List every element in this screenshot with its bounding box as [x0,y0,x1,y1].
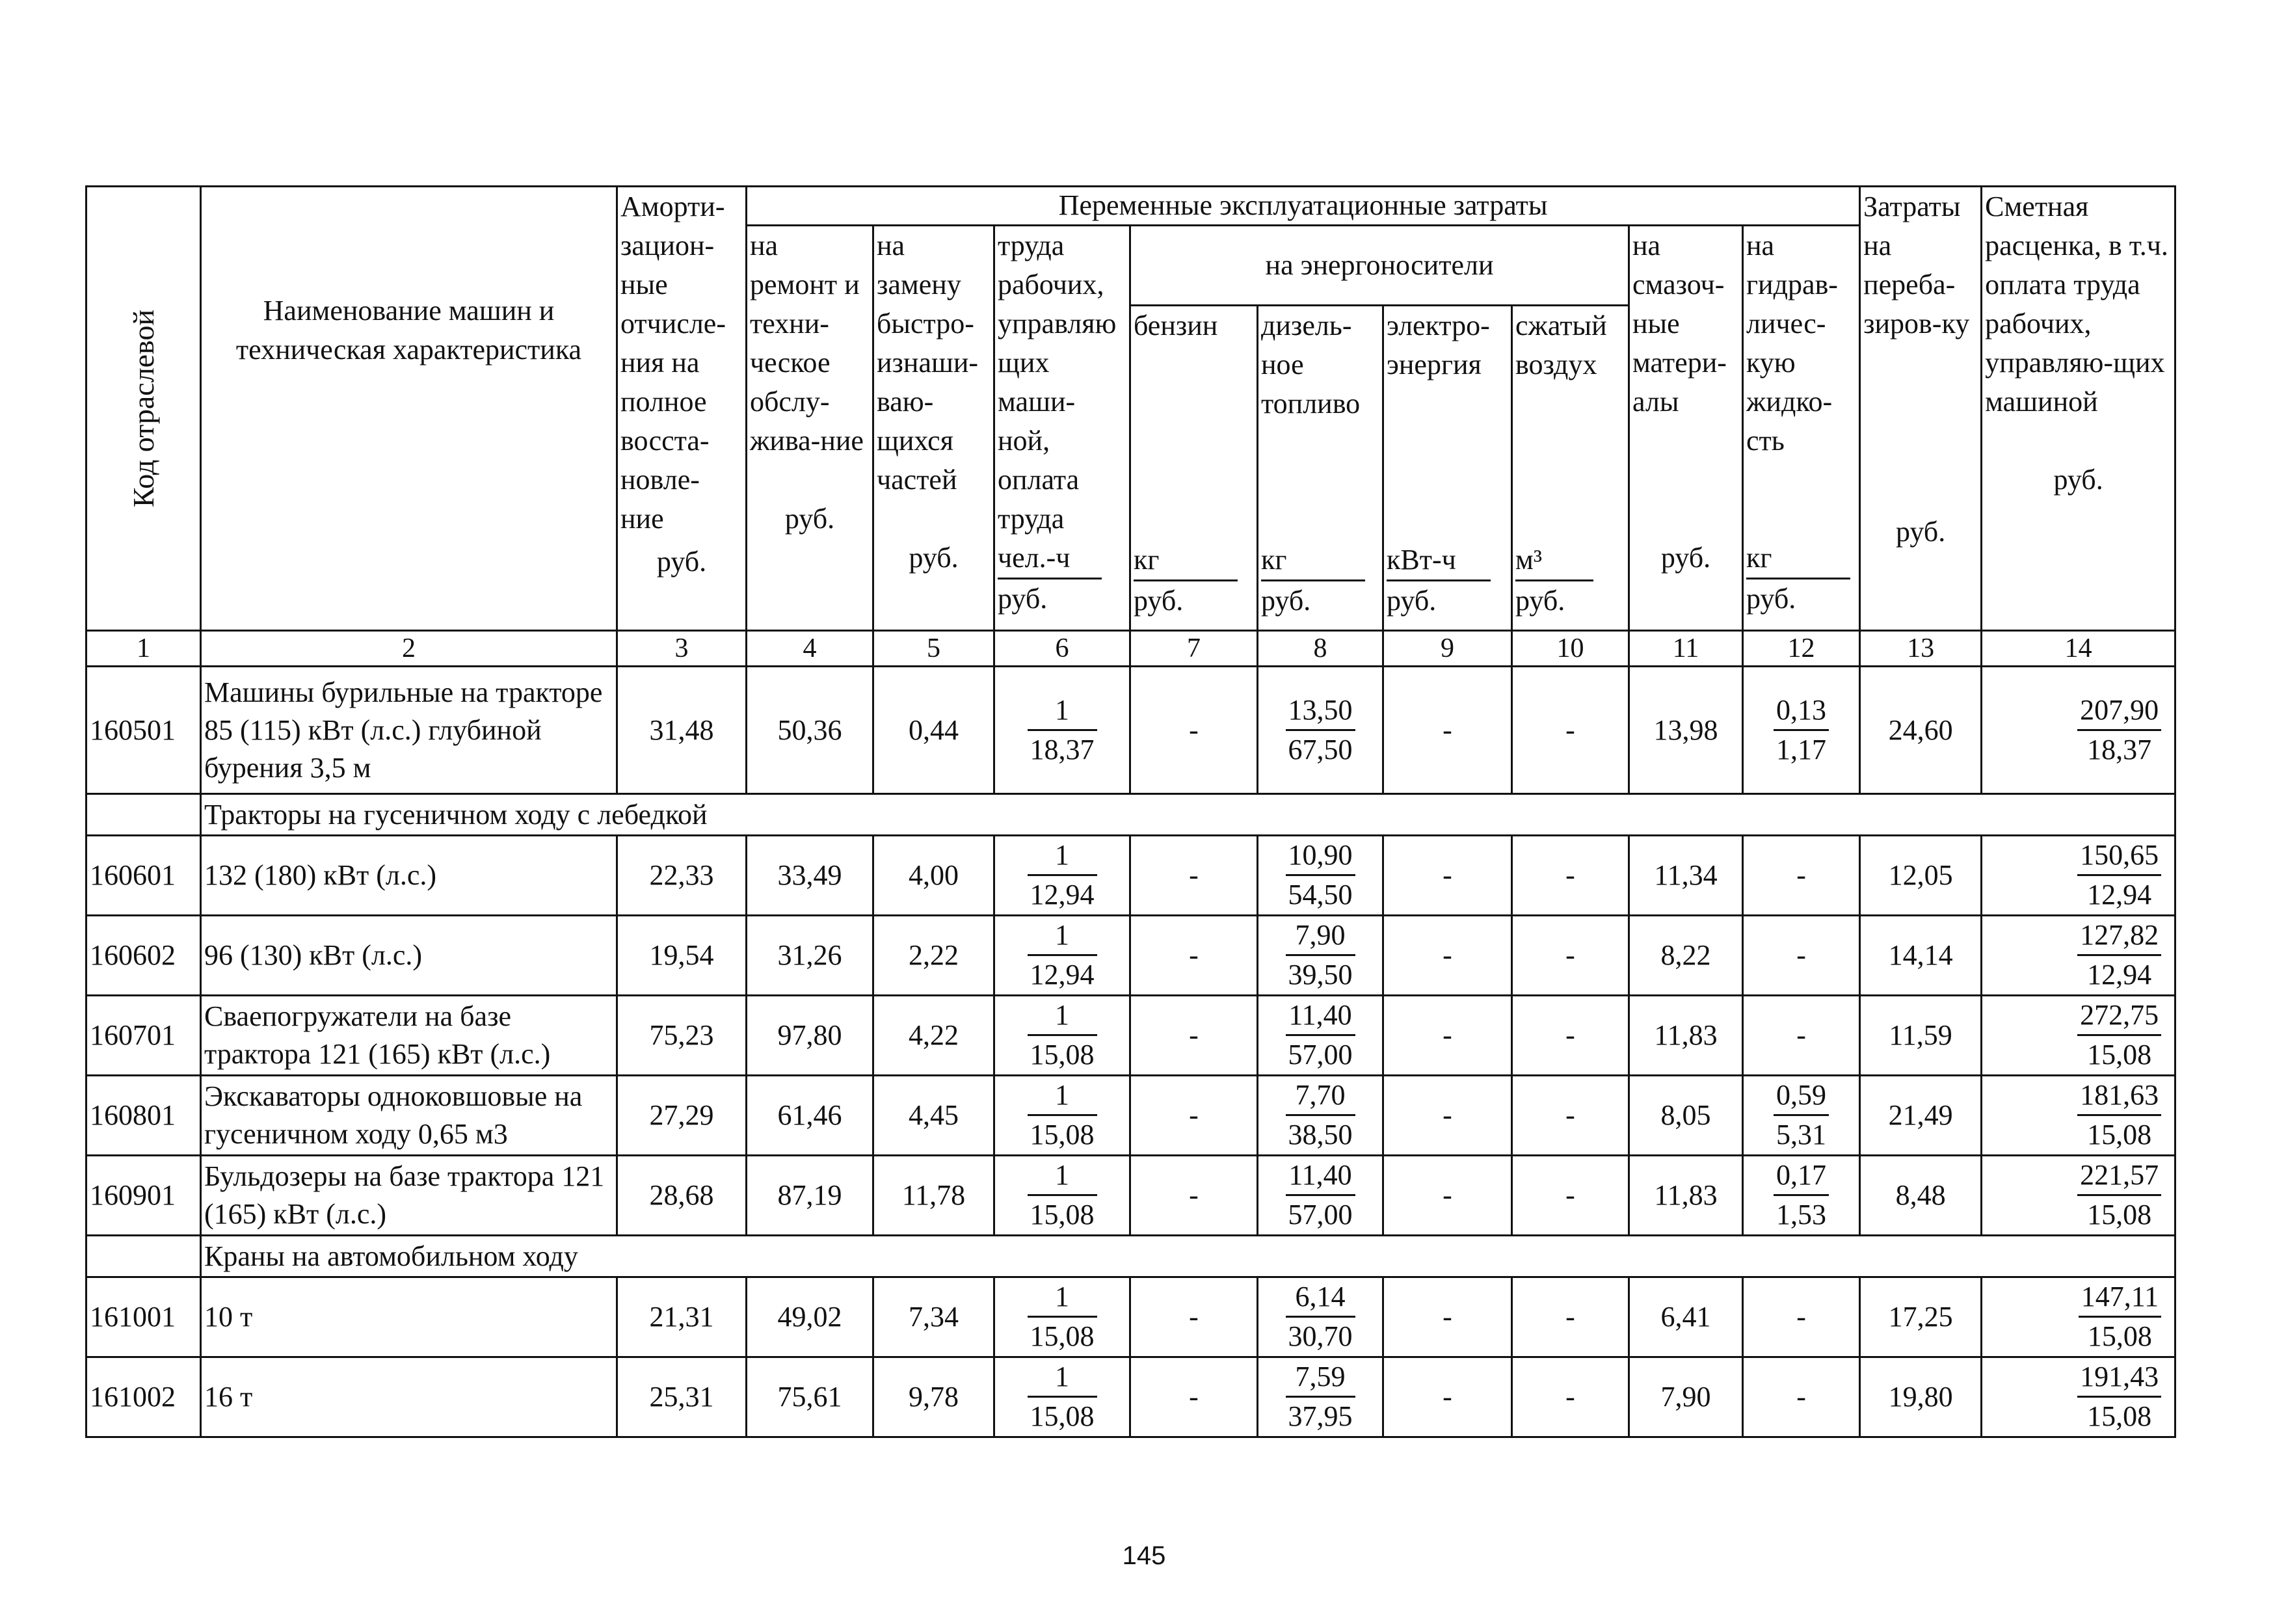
unit-bottom: руб. [1746,583,1796,615]
parts-value: 4,00 [873,836,994,916]
unit-top: м³ [1515,540,1593,581]
header-relocation [1860,187,1982,631]
lubricants-value: 8,05 [1629,1076,1743,1156]
fraction-numerator: 1 [1028,1358,1097,1398]
estimate-value [1982,1156,2175,1236]
amortization-value: 21,31 [617,1277,747,1357]
group-row [86,1236,2175,1277]
electricity-value: - [1383,916,1512,996]
fraction-denominator: 39,50 [1288,959,1353,991]
fraction-numerator: 10,90 [1286,836,1355,876]
petrol-value: - [1130,996,1258,1076]
fraction-denominator: 38,50 [1288,1119,1353,1151]
table-row [86,996,2175,1076]
fraction-denominator: 15,08 [2087,1320,2152,1352]
fraction-numerator: 1 [1028,1076,1097,1116]
petrol-value: - [1130,1156,1258,1236]
estimate-value [1982,996,2175,1076]
fraction-denominator: 1,17 [1776,733,1827,765]
fraction [2077,1156,2161,1234]
fraction-denominator: 18,37 [1030,733,1095,765]
header-air [1512,306,1629,631]
fraction [1286,916,1355,994]
diesel-value [1258,1357,1383,1437]
lubricants-value: 8,22 [1629,916,1743,996]
header-parts-text: на замену быстро-изнаши-ваю-щихся частей [877,230,979,496]
fraction [1286,1076,1355,1154]
electricity-value: - [1383,996,1512,1076]
fraction-denominator: 18,37 [2087,733,2152,765]
row-name: 132 (180) кВт (л.с.) [201,836,617,916]
lubricants-value: 11,34 [1629,836,1743,916]
fraction-numerator: 1 [1028,836,1097,876]
fraction-denominator: 15,08 [1030,1039,1095,1071]
diesel-value [1258,667,1383,794]
hydraulic-value [1743,667,1860,794]
amortization-value: 31,48 [617,667,747,794]
fraction-denominator: 67,50 [1288,733,1353,765]
estimate-value [1982,916,2175,996]
fraction-numerator: 150,65 [2077,836,2161,876]
diesel-value [1258,1076,1383,1156]
header-parts-unit: руб. [909,542,959,574]
fraction-numerator: 221,57 [2077,1156,2161,1196]
fraction [1028,691,1097,769]
fraction [1028,1358,1097,1435]
header-estimate-unit: руб. [2053,464,2103,496]
header-electricity-units [1387,540,1508,620]
row-code: 160501 [86,667,201,794]
fraction [2077,996,2161,1074]
fraction-denominator: 15,08 [2087,1119,2152,1151]
fraction-denominator: 15,08 [1030,1119,1095,1151]
fraction-numerator: 181,63 [2077,1076,2161,1116]
relocation-value: 17,25 [1860,1277,1982,1357]
lubricants-value: 11,83 [1629,996,1743,1076]
column-number: 8 [1258,631,1383,667]
petrol-value: - [1130,1277,1258,1357]
fraction-numerator: 1 [1028,996,1097,1036]
hydraulic-value [1743,1076,1860,1156]
air-value: - [1512,836,1629,916]
fraction [1286,691,1355,769]
fraction-numerator: 11,40 [1286,1156,1355,1196]
row-name: Бульдозеры на базе трактора 121 (165) кВт (л.с.) [201,1156,617,1236]
header-repair [747,226,873,631]
petrol-value: - [1130,916,1258,996]
labor-value [994,996,1130,1076]
fraction-numerator: 7,70 [1286,1076,1355,1116]
parts-value: 7,34 [873,1277,994,1357]
fraction-numerator: 0,13 [1774,691,1829,731]
fraction [2077,691,2161,769]
unit-top: кВт-ч [1387,540,1491,581]
fraction-numerator: 127,82 [2077,916,2161,956]
header-variable-costs: Переменные эксплуатационные затраты [747,187,1860,226]
fraction-numerator: 147,11 [2079,1278,2161,1318]
column-number: 7 [1130,631,1258,667]
repair-value: 75,61 [747,1357,873,1437]
fraction-denominator: 30,70 [1288,1320,1353,1352]
header-petrol [1130,306,1258,631]
relocation-value: 14,14 [1860,916,1982,996]
repair-value: 49,02 [747,1277,873,1357]
column-number: 3 [617,631,747,667]
amortization-value: 22,33 [617,836,747,916]
header-estimate-text: Сметная расценка, в т.ч. оплата труда рабочих, управляю-щих машиной [1985,191,2168,418]
fraction [1286,1278,1355,1355]
header-electricity [1383,306,1512,631]
header-code: Код отраслевой [126,309,160,508]
parts-value: 2,22 [873,916,994,996]
fraction-denominator: 12,94 [1030,879,1095,911]
fraction-numerator: 1 [1028,1156,1097,1196]
fraction [1774,1156,1829,1234]
electricity-value: - [1383,667,1512,794]
fraction [2077,1358,2161,1435]
unit-bottom: руб. [1387,585,1437,617]
hydraulic-value: - [1743,996,1860,1076]
header-estimate [1982,187,2175,631]
table-row [86,667,2175,794]
row-code: 160701 [86,996,201,1076]
header-energy: на энергоносители [1130,226,1629,306]
unit-bottom: руб. [1134,585,1184,617]
fraction [2077,1076,2161,1154]
header-lubricants-unit: руб. [1660,542,1711,574]
row-code: 161001 [86,1277,201,1357]
fraction [1028,996,1097,1074]
column-number: 12 [1743,631,1860,667]
group-code-cell [86,794,201,836]
estimate-value [1982,1357,2175,1437]
fraction-numerator: 11,40 [1286,996,1355,1036]
repair-value: 50,36 [747,667,873,794]
petrol-value: - [1130,667,1258,794]
header-parts [873,226,994,631]
estimate-value [1982,1277,2175,1357]
relocation-value: 11,59 [1860,996,1982,1076]
header-relocation-unit: руб. [1895,516,1946,548]
header-name-text: Наименование машин и техническая характеристика [235,295,582,366]
row-name: 96 (130) кВт (л.с.) [201,916,617,996]
fraction-denominator: 12,94 [1030,959,1095,991]
labor-value [994,916,1130,996]
row-code: 160601 [86,836,201,916]
air-value: - [1512,1357,1629,1437]
table-row [86,1277,2175,1357]
group-title: Краны на автомобильном ходу [201,1236,2175,1277]
air-value: - [1512,1156,1629,1236]
fraction-numerator: 7,59 [1286,1358,1355,1398]
fraction-denominator: 15,08 [1030,1199,1095,1231]
estimate-value [1982,836,2175,916]
parts-value: 11,78 [873,1156,994,1236]
table-row [86,1076,2175,1156]
header-petrol-units [1134,540,1254,620]
header-hydraulic-text: на гидрав-личес-кую жидко-сть [1746,230,1838,457]
fraction-numerator: 0,59 [1774,1076,1829,1116]
header-amortization-unit: руб. [656,546,707,578]
fraction-denominator: 37,95 [1288,1400,1353,1432]
fraction-denominator: 5,31 [1776,1119,1827,1151]
header-relocation-text: Затраты на переба-зиров-ку [1863,191,1970,339]
amortization-value: 25,31 [617,1357,747,1437]
fraction-numerator: 191,43 [2077,1358,2161,1398]
estimate-value [1982,1076,2175,1156]
fraction [1028,836,1097,914]
table-row [86,1357,2175,1437]
fraction-denominator: 15,08 [2087,1039,2152,1071]
fraction-denominator: 15,08 [2087,1400,2152,1432]
fraction-denominator: 12,94 [2087,959,2152,991]
lubricants-value: 6,41 [1629,1277,1743,1357]
lubricants-value: 7,90 [1629,1357,1743,1437]
fraction [1028,1076,1097,1154]
repair-value: 33,49 [747,836,873,916]
labor-value [994,1156,1130,1236]
air-value: - [1512,1076,1629,1156]
header-petrol-text: бензин [1134,310,1218,341]
amortization-value: 27,29 [617,1076,747,1156]
air-value: - [1512,1277,1629,1357]
fraction [2077,916,2161,994]
fraction-numerator: 272,75 [2077,996,2161,1036]
labor-value [994,1357,1130,1437]
repair-value: 61,46 [747,1076,873,1156]
petrol-value: - [1130,1357,1258,1437]
diesel-value [1258,1277,1383,1357]
fraction-denominator: 54,50 [1288,879,1353,911]
header-repair-text: на ремонт и техни-ческое обслу-жива-ние [750,230,864,457]
repair-value: 97,80 [747,996,873,1076]
labor-value [994,836,1130,916]
electricity-value: - [1383,1156,1512,1236]
air-value: - [1512,916,1629,996]
hydraulic-value: - [1743,916,1860,996]
table-row [86,836,2175,916]
header-hydraulic [1743,226,1860,631]
header-air-units [1515,540,1625,620]
column-number: 14 [1982,631,2175,667]
column-number: 1 [86,631,201,667]
relocation-value: 21,49 [1860,1076,1982,1156]
fraction-numerator: 7,90 [1286,916,1355,956]
unit-top: чел.-ч [998,539,1102,579]
row-code: 160801 [86,1076,201,1156]
column-number: 4 [747,631,873,667]
repair-value: 87,19 [747,1156,873,1236]
parts-value: 4,45 [873,1076,994,1156]
header-labor [994,226,1130,631]
unit-bottom: руб. [998,583,1048,615]
electricity-value: - [1383,836,1512,916]
fraction [1774,1076,1829,1154]
parts-value: 4,22 [873,996,994,1076]
fraction [2079,1278,2161,1355]
row-code: 161002 [86,1357,201,1437]
air-value: - [1512,996,1629,1076]
fraction-denominator: 15,08 [1030,1320,1095,1352]
fraction [1774,691,1829,769]
hydraulic-value: - [1743,836,1860,916]
labor-value [994,1277,1130,1357]
lubricants-value: 13,98 [1629,667,1743,794]
table-body [86,667,2175,1437]
fraction [1286,1358,1355,1435]
fraction-denominator: 1,53 [1776,1199,1827,1231]
column-number: 6 [994,631,1130,667]
lubricants-value: 11,83 [1629,1156,1743,1236]
relocation-value: 12,05 [1860,836,1982,916]
row-code: 160901 [86,1156,201,1236]
hydraulic-value: - [1743,1277,1860,1357]
electricity-value: - [1383,1357,1512,1437]
header-hydraulic-units [1746,539,1856,619]
labor-value [994,667,1130,794]
header-lubricants [1629,226,1743,631]
header-repair-unit: руб. [784,503,835,535]
estimate-value [1982,667,2175,794]
electricity-value: - [1383,1076,1512,1156]
unit-top: кг [1134,540,1238,581]
fraction-denominator: 57,00 [1288,1199,1353,1231]
column-number: 10 [1512,631,1629,667]
fraction-numerator: 207,90 [2077,691,2161,731]
relocation-value: 24,60 [1860,667,1982,794]
petrol-value: - [1130,1076,1258,1156]
fraction-denominator: 12,94 [2087,879,2152,911]
diesel-value [1258,916,1383,996]
column-number: 9 [1383,631,1512,667]
header-amortization [617,187,747,631]
fraction [1028,1278,1097,1355]
header-diesel-text: дизель-ное топливо [1261,310,1361,419]
unit-bottom: руб. [1515,585,1565,617]
row-name: Сваепогружатели на базе трактора 121 (165) кВт (л.с.) [201,996,617,1076]
row-name: Экскаваторы одноковшовые на гусеничном ходу 0,65 м3 [201,1076,617,1156]
column-number: 11 [1629,631,1743,667]
fraction-denominator: 57,00 [1288,1039,1353,1071]
table-row [86,1156,2175,1236]
relocation-value: 19,80 [1860,1357,1982,1437]
header-code-cell [86,187,201,631]
group-code-cell [86,1236,201,1277]
group-title: Тракторы на гусеничном ходу с лебедкой [201,794,2175,836]
fraction [2077,836,2161,914]
fraction-numerator: 1 [1028,691,1097,731]
petrol-value: - [1130,836,1258,916]
header-lubricants-text: на смазоч-ные матери-алы [1632,230,1727,418]
hydraulic-value: - [1743,1357,1860,1437]
header-air-text: сжатый воздух [1515,310,1607,380]
column-number-row [86,631,2175,667]
fraction-denominator: 15,08 [2087,1199,2152,1231]
amortization-value: 75,23 [617,996,747,1076]
header-name [201,187,617,631]
fraction [1286,1156,1355,1234]
air-value: - [1512,667,1629,794]
header-diesel-units [1261,540,1379,620]
fraction-numerator: 0,17 [1774,1156,1829,1196]
fraction [1028,916,1097,994]
machine-cost-table [85,185,2176,1438]
unit-bottom: руб. [1261,585,1311,617]
diesel-value [1258,996,1383,1076]
header-labor-units [998,539,1126,619]
page-number: 145 [1122,1541,1166,1570]
header-labor-text: труда рабочих, управляю щих маши-ной, оплата труда [998,230,1117,535]
diesel-value [1258,836,1383,916]
fraction-numerator: 1 [1028,1278,1097,1318]
unit-top: кг [1261,540,1365,581]
header-amortization-text: Аморти-зацион-ные отчисле-ния на полное восста-новле-ние [620,191,726,535]
electricity-value: - [1383,1277,1512,1357]
row-name: Машины бурильные на тракторе 85 (115) кВт (л.с.) глубиной бурения 3,5 м [201,667,617,794]
column-number: 2 [201,631,617,667]
relocation-value: 8,48 [1860,1156,1982,1236]
column-number: 5 [873,631,994,667]
unit-top: кг [1746,539,1850,579]
fraction [1286,836,1355,914]
parts-value: 0,44 [873,667,994,794]
group-row [86,794,2175,836]
amortization-value: 28,68 [617,1156,747,1236]
labor-value [994,1076,1130,1156]
fraction-numerator: 1 [1028,916,1097,956]
fraction-numerator: 13,50 [1286,691,1355,731]
amortization-value: 19,54 [617,916,747,996]
parts-value: 9,78 [873,1357,994,1437]
fraction [1028,1156,1097,1234]
row-name: 16 т [201,1357,617,1437]
fraction [1286,996,1355,1074]
diesel-value [1258,1156,1383,1236]
fraction-denominator: 15,08 [1030,1400,1095,1432]
column-number: 13 [1860,631,1982,667]
table-row [86,916,2175,996]
header-electricity-text: электро-энергия [1387,310,1490,380]
repair-value: 31,26 [747,916,873,996]
header-diesel [1258,306,1383,631]
fraction-numerator: 6,14 [1286,1278,1355,1318]
row-code: 160602 [86,916,201,996]
row-name: 10 т [201,1277,617,1357]
hydraulic-value [1743,1156,1860,1236]
